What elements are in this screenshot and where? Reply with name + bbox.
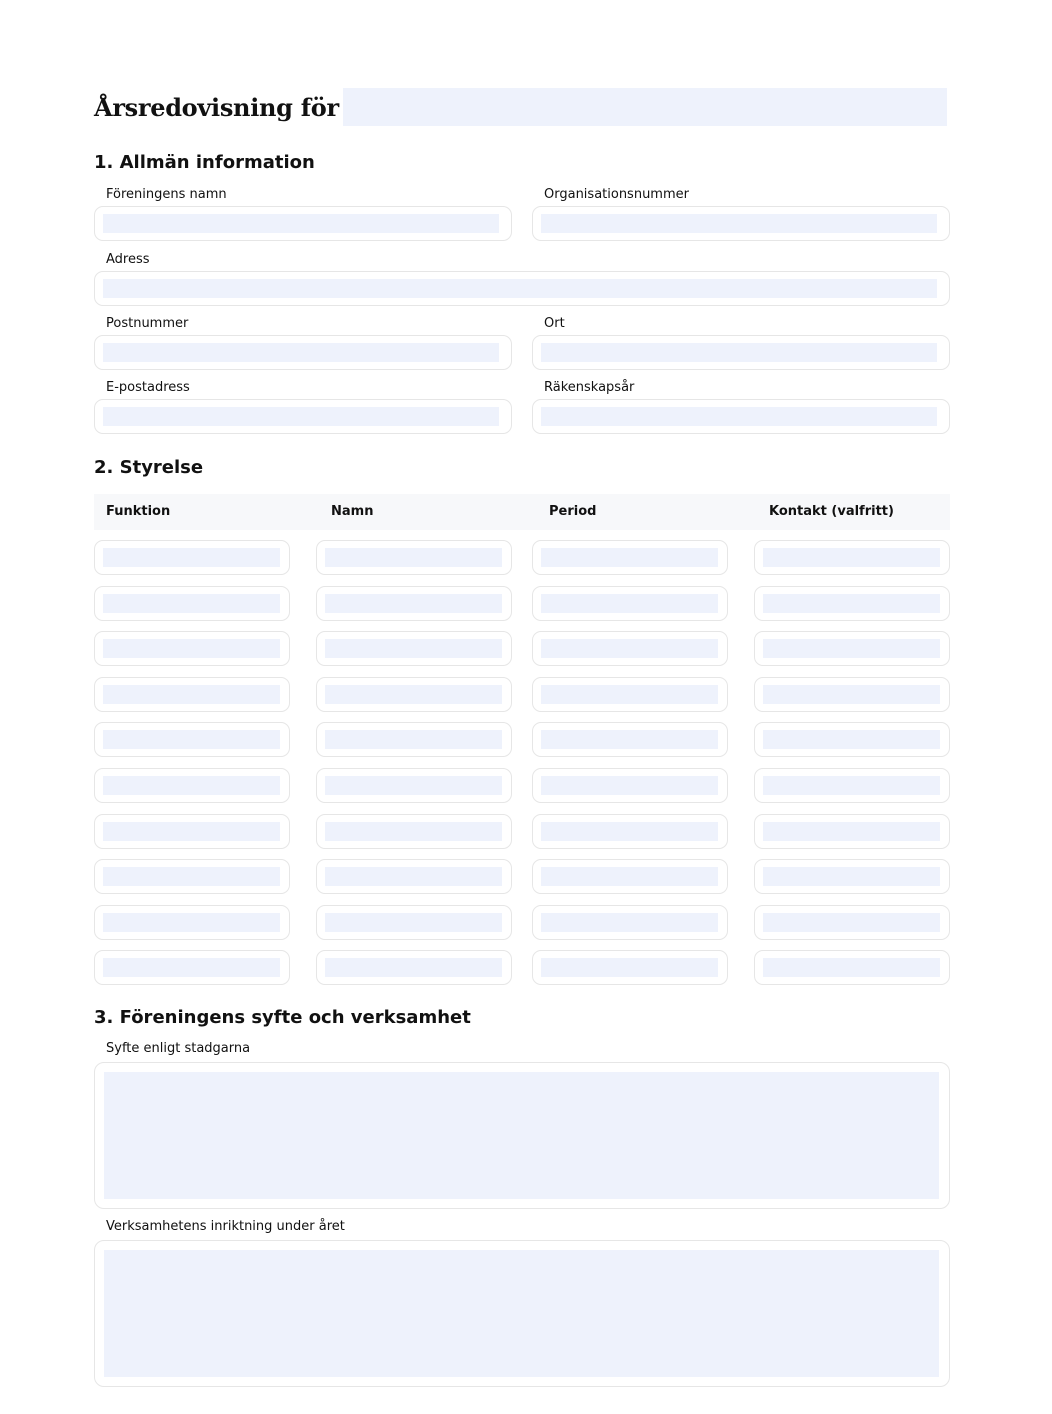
board-cell-period [532, 950, 728, 985]
document-title-row [94, 88, 950, 126]
board-cell-namn [316, 905, 512, 940]
board-cell-kontakt [754, 814, 950, 849]
namn-input[interactable] [325, 548, 502, 567]
board-table-body [94, 540, 950, 996]
column-header-funktion: Funktion [106, 504, 171, 519]
namn-input[interactable] [325, 776, 502, 795]
kontakt-input[interactable] [763, 639, 940, 658]
column-header-kontakt: Kontakt (valfritt) [769, 504, 894, 519]
board-cell-period [532, 722, 728, 757]
label-foreningens-namn: Föreningens namn [106, 187, 227, 202]
board-cell-kontakt [754, 631, 950, 666]
verksamhet-textarea[interactable] [104, 1250, 939, 1377]
funktion-input[interactable] [103, 685, 280, 704]
board-cell-period [532, 768, 728, 803]
label-epostadress: E-postadress [106, 380, 190, 395]
board-cell-period [532, 677, 728, 712]
board-cell-kontakt [754, 905, 950, 940]
board-cell-funktion [94, 950, 290, 985]
funktion-input[interactable] [103, 822, 280, 841]
namn-input[interactable] [325, 594, 502, 613]
period-input[interactable] [541, 594, 718, 613]
epostadress-field [94, 399, 512, 434]
board-cell-funktion [94, 677, 290, 712]
funktion-input[interactable] [103, 913, 280, 932]
kontakt-input[interactable] [763, 730, 940, 749]
namn-input[interactable] [325, 958, 502, 977]
board-table-row [94, 540, 950, 586]
board-table-row [94, 631, 950, 677]
kontakt-input[interactable] [763, 867, 940, 886]
board-cell-namn [316, 631, 512, 666]
organisationsnummer-input[interactable] [541, 214, 937, 233]
rakenskapsar-input[interactable] [541, 407, 937, 426]
column-header-namn: Namn [331, 504, 374, 519]
board-cell-period [532, 631, 728, 666]
board-cell-funktion [94, 768, 290, 803]
board-cell-kontakt [754, 859, 950, 894]
board-table-row [94, 722, 950, 768]
board-cell-funktion [94, 859, 290, 894]
column-header-period: Period [549, 504, 597, 519]
section-heading-purpose: 3. Föreningens syfte och verksamhet [94, 1007, 471, 1028]
foreningens-namn-field [94, 206, 512, 241]
period-input[interactable] [541, 958, 718, 977]
namn-input[interactable] [325, 867, 502, 886]
adress-field [94, 271, 950, 306]
board-cell-namn [316, 859, 512, 894]
board-cell-namn [316, 586, 512, 621]
period-input[interactable] [541, 776, 718, 795]
kontakt-input[interactable] [763, 958, 940, 977]
period-input[interactable] [541, 867, 718, 886]
funktion-input[interactable] [103, 594, 280, 613]
board-cell-period [532, 859, 728, 894]
funktion-input[interactable] [103, 776, 280, 795]
verksamhet-field [94, 1240, 950, 1387]
label-adress: Adress [106, 252, 150, 267]
namn-input[interactable] [325, 639, 502, 658]
board-cell-funktion [94, 905, 290, 940]
label-rakenskapsar: Räkenskapsår [544, 380, 635, 395]
kontakt-input[interactable] [763, 776, 940, 795]
board-table-row [94, 814, 950, 860]
board-cell-namn [316, 814, 512, 849]
board-table-row [94, 768, 950, 814]
association-name-title-input[interactable] [343, 88, 947, 126]
board-table-row [94, 859, 950, 905]
board-table-row [94, 677, 950, 723]
board-table-row [94, 586, 950, 632]
funktion-input[interactable] [103, 639, 280, 658]
board-cell-funktion [94, 814, 290, 849]
foreningens-namn-input[interactable] [103, 214, 499, 233]
board-cell-namn [316, 540, 512, 575]
label-organisationsnummer: Organisationsnummer [544, 187, 689, 202]
namn-input[interactable] [325, 822, 502, 841]
board-table-header [94, 494, 950, 530]
label-postnummer: Postnummer [106, 316, 189, 331]
period-input[interactable] [541, 730, 718, 749]
kontakt-input[interactable] [763, 685, 940, 704]
board-cell-namn [316, 950, 512, 985]
funktion-input[interactable] [103, 730, 280, 749]
label-verksamhet: Verksamhetens inriktning under året [106, 1219, 345, 1234]
syfte-textarea[interactable] [104, 1072, 939, 1199]
period-input[interactable] [541, 639, 718, 658]
funktion-input[interactable] [103, 958, 280, 977]
section-heading-board: 2. Styrelse [94, 457, 204, 478]
board-cell-kontakt [754, 722, 950, 757]
board-cell-period [532, 540, 728, 575]
document-title: Årsredovisning för [94, 92, 339, 122]
rakenskapsar-field [532, 399, 950, 434]
kontakt-input[interactable] [763, 548, 940, 567]
board-cell-namn [316, 768, 512, 803]
epostadress-input[interactable] [103, 407, 499, 426]
board-cell-period [532, 586, 728, 621]
board-cell-funktion [94, 540, 290, 575]
board-cell-period [532, 905, 728, 940]
label-ort: Ort [544, 316, 565, 331]
syfte-field [94, 1062, 950, 1209]
board-cell-namn [316, 722, 512, 757]
funktion-input[interactable] [103, 548, 280, 567]
namn-input[interactable] [325, 685, 502, 704]
label-syfte: Syfte enligt stadgarna [106, 1041, 251, 1056]
namn-input[interactable] [325, 730, 502, 749]
postnummer-input[interactable] [103, 343, 499, 362]
adress-input[interactable] [103, 279, 937, 298]
board-cell-kontakt [754, 950, 950, 985]
period-input[interactable] [541, 685, 718, 704]
kontakt-input[interactable] [763, 594, 940, 613]
board-cell-namn [316, 677, 512, 712]
board-cell-kontakt [754, 768, 950, 803]
ort-field [532, 335, 950, 370]
namn-input[interactable] [325, 913, 502, 932]
section-heading-general-info: 1. Allmän information [94, 152, 315, 173]
board-cell-funktion [94, 631, 290, 666]
kontakt-input[interactable] [763, 913, 940, 932]
board-cell-kontakt [754, 586, 950, 621]
organisationsnummer-field [532, 206, 950, 241]
board-cell-period [532, 814, 728, 849]
board-table-row [94, 905, 950, 951]
board-cell-funktion [94, 722, 290, 757]
board-table-row [94, 950, 950, 996]
period-input[interactable] [541, 913, 718, 932]
ort-input[interactable] [541, 343, 937, 362]
postnummer-field [94, 335, 512, 370]
board-cell-kontakt [754, 677, 950, 712]
period-input[interactable] [541, 822, 718, 841]
funktion-input[interactable] [103, 867, 280, 886]
kontakt-input[interactable] [763, 822, 940, 841]
board-cell-funktion [94, 586, 290, 621]
board-cell-kontakt [754, 540, 950, 575]
period-input[interactable] [541, 548, 718, 567]
